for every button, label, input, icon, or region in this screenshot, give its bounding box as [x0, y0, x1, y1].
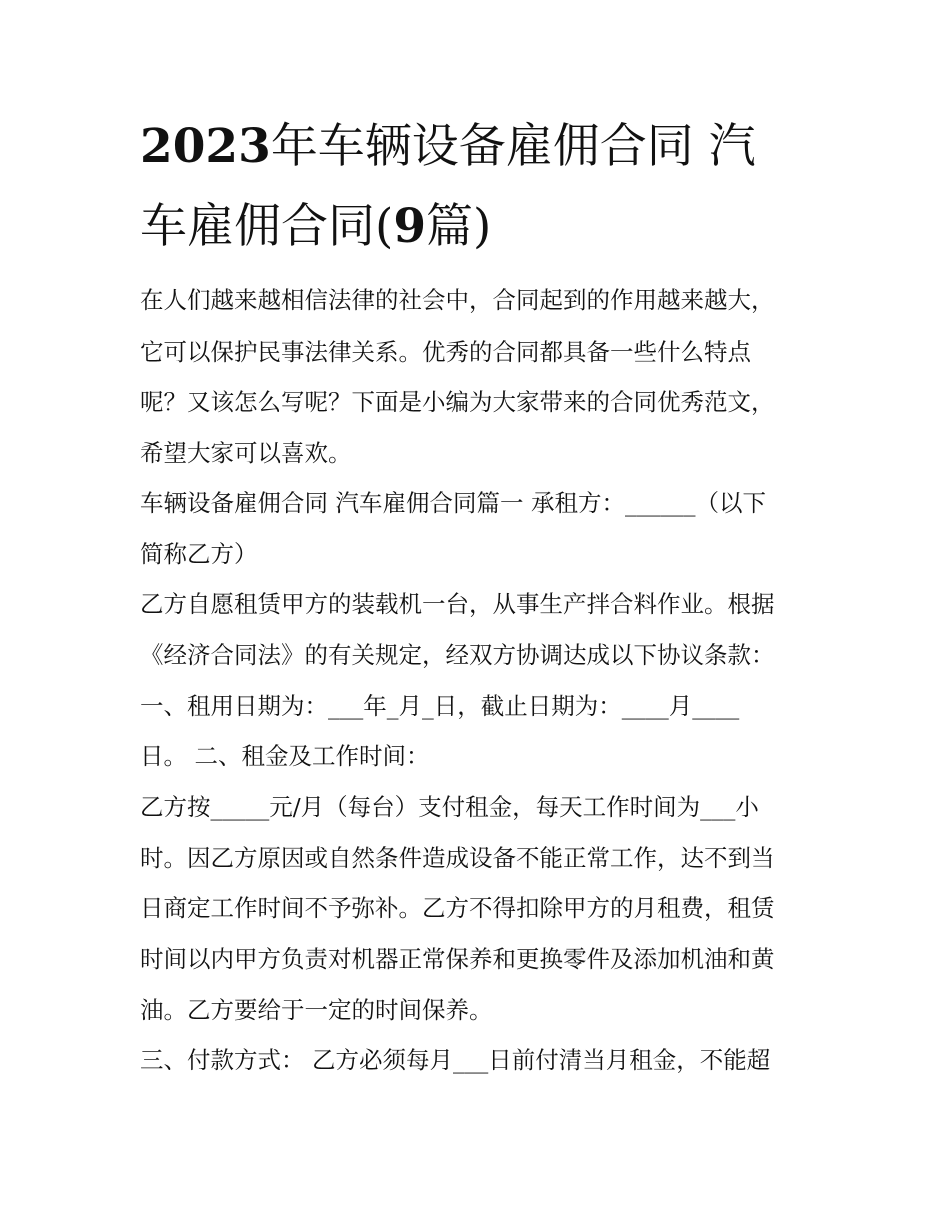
body-line: 日。 二、租金及工作时间： — [140, 742, 430, 770]
body-line: 时间以内甲方负责对机器正常保养和更换零件及添加机油和黄 — [140, 945, 775, 973]
body-line: 车辆设备雇佣合同 汽车雇佣合同篇一 承租方：______（以下 — [140, 489, 766, 517]
body-line: 时。因乙方原因或自然条件造成设备不能正常工作，达不到当 — [140, 844, 775, 872]
body-line: 三、付款方式： 乙方必须每月___日前付清当月租金，不能超 — [140, 1046, 771, 1074]
title-year: 2023 — [140, 119, 271, 174]
body-line: 日商定工作时间不予弥补。乙方不得扣除甲方的月租费，租赁 — [140, 894, 775, 922]
body-line: 希望大家可以喜欢。 — [140, 439, 352, 467]
document-title-line-1 — [140, 120, 756, 174]
body-line: 呢？又该怎么写呢？下面是小编为大家带来的合同优秀范文， — [140, 388, 775, 416]
body-line: 乙方按_____元/月（每台）支付租金，每天工作时间为___小 — [140, 793, 759, 821]
body-line: 简称乙方） — [140, 540, 258, 568]
body-line: 它可以保护民事法律关系。优秀的合同都具备一些什么特点 — [140, 338, 751, 366]
body-line: 《经济合同法》的有关规定，经双方协调达成以下协议条款： — [140, 641, 775, 669]
title-text-2: 车雇佣合同( — [140, 199, 394, 254]
body-line: 乙方自愿租赁甲方的装载机一台，从事生产拌合料作业。根据 — [140, 590, 775, 618]
document-title-line-2 — [140, 200, 491, 254]
body-line: 一、租用日期为：___年_月_日，截止日期为：____月____ — [140, 692, 740, 720]
body-line: 油。乙方要给于一定的时间保养。 — [140, 996, 493, 1024]
title-text-3: 篇) — [426, 199, 492, 254]
body-line: 在人们越来越相信法律的社会中，合同起到的作用越来越大， — [140, 286, 775, 314]
title-text-1: 年车辆设备雇佣合同 汽 — [270, 119, 756, 174]
title-count: 9 — [393, 199, 427, 254]
